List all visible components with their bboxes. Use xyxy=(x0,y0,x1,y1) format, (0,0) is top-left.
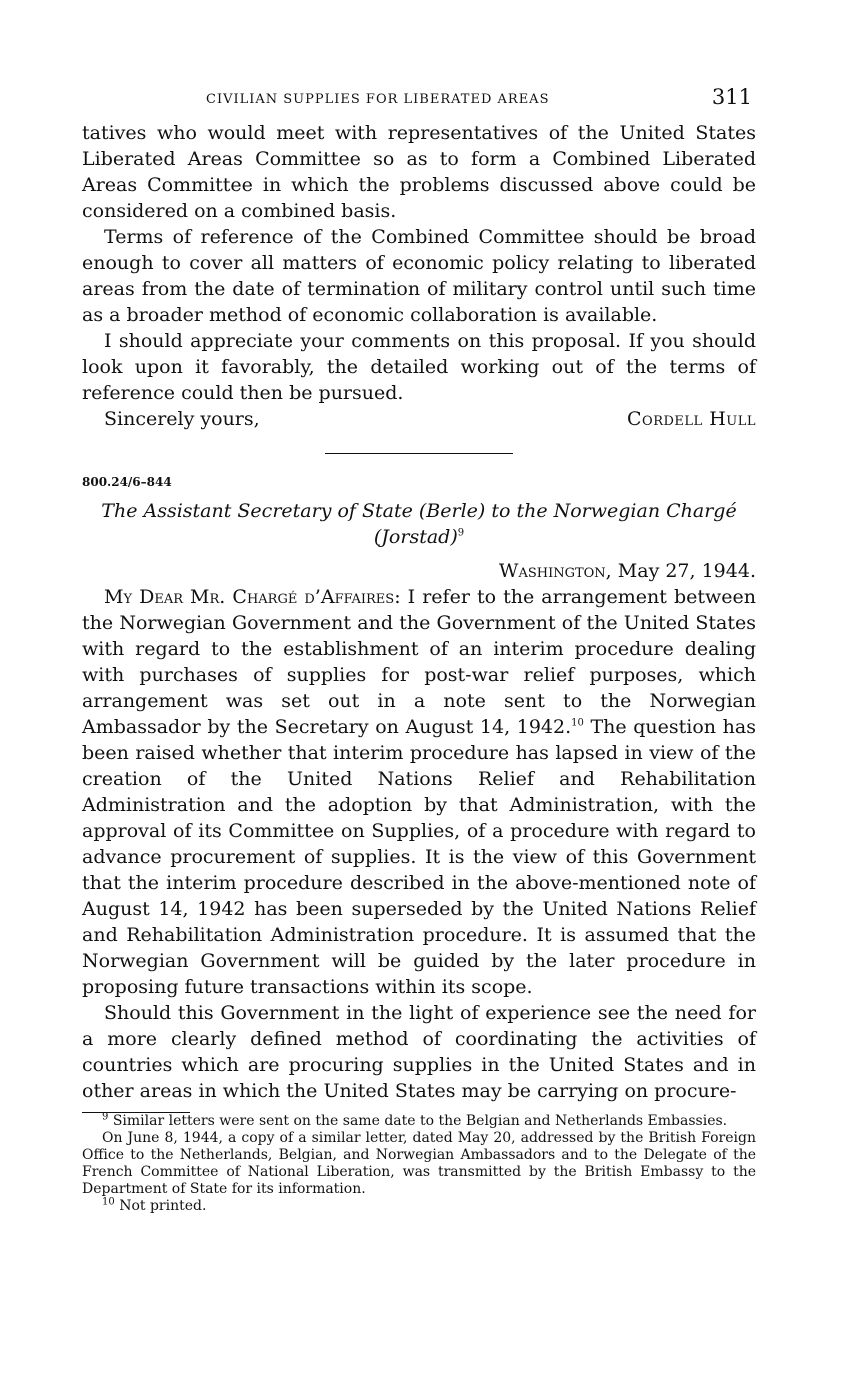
paragraph-text: The question has been raised whether that interim procedure has lapsed in view of the creation of the United Nations Relief and Rehabilitation Administration and the adoption by that Administration, with the approval of its Committee on Supplies, of a procedure with regard to advance procurement of supplies. It is the view of this Government that the interim procedure described in the above-mentioned note of August 14, 1942 has been superseded by the United Nations Relief and Rehabilitation Administration procedure. It is assumed that the Norwegian Government will be guided by the later procedure in proposing future transactions within its scope. xyxy=(82,716,756,998)
document-heading xyxy=(82,498,756,550)
footnote-10 xyxy=(82,1198,756,1215)
letter-paragraph: Terms of reference of the Combined Committee should be broad enough to cover all matters of economic policy relating to liberated areas from the date of termination of military control until such time as a broader method of economic collaboration is available. xyxy=(82,226,756,326)
footnote-9 xyxy=(82,1113,756,1130)
heading-line-1: The Assistant Secretary of State (Berle) to the Norwegian Chargé xyxy=(101,500,737,522)
paragraph-text: I refer to the arrangement between the Norwegian Government and the Government of the United States with regard to the establishment of an interim procedure dealing with purchases of supplies for post-war relief purposes, which arrangement was set out in a note sent to the Norwegian Ambassador by the Secretary on August 14, 1942. xyxy=(82,586,756,738)
signature: Cordell Hull xyxy=(627,408,756,430)
running-title: CIVILIAN SUPPLIES FOR LIBERATED AREAS xyxy=(206,92,550,107)
footnote-ref: 9 xyxy=(457,527,465,539)
letter-paragraph: tatives who would meet with representatives of the United States Liberated Areas Committee so as to form a Combined Liberated Areas Committee in which the problems discussed above could be considered on a combined basis. xyxy=(82,122,756,222)
letter-paragraph: I should appreciate your comments on this proposal. If you should look upon it favorably, the detailed working out of the terms of reference could then be pursued. xyxy=(82,330,756,404)
footnote-text: Not printed. xyxy=(119,1198,207,1214)
closing-phrase: Sincerely yours, xyxy=(104,408,260,430)
footnote-mark: 9 xyxy=(102,1111,109,1123)
footnote-ref: 10 xyxy=(571,717,584,729)
body-paragraph: Should this Government in the light of experience see the need for a more clearly defined method of coordinating the activities of countries which are procuring supplies in the United States and in other areas in which the United States may be carrying on procure- xyxy=(82,1002,756,1102)
heading-line-2: (Jorstad) xyxy=(373,526,458,548)
dateline xyxy=(82,558,756,584)
document-page xyxy=(82,84,756,1215)
footnote-mark: 10 xyxy=(102,1196,115,1208)
salutation: My Dear Mr. Chargé d’Affaires: xyxy=(104,586,401,608)
section-divider xyxy=(325,453,513,454)
body-paragraph xyxy=(82,584,756,1000)
dateline-date: May 27, 1944. xyxy=(617,560,756,582)
page-number: 311 xyxy=(711,85,752,109)
footnote-9-continued: On June 8, 1944, a copy of a similar letter, dated May 20, addressed by the British Foreign Office to the Netherlands, Belgian, and Norwegian Ambassadors and to the Delegate of the French Committee of National Liberation, was transmitted by the British Embassy to the Department of State for its information. xyxy=(82,1130,756,1197)
dateline-place: Washington, xyxy=(498,560,612,582)
letter-closing xyxy=(82,406,756,432)
footnote-text: Similar letters were sent on the same date to the Belgian and Netherlands Embassies. xyxy=(112,1113,728,1129)
file-number: 800.24/6–844 xyxy=(82,475,172,489)
running-header xyxy=(82,84,756,120)
